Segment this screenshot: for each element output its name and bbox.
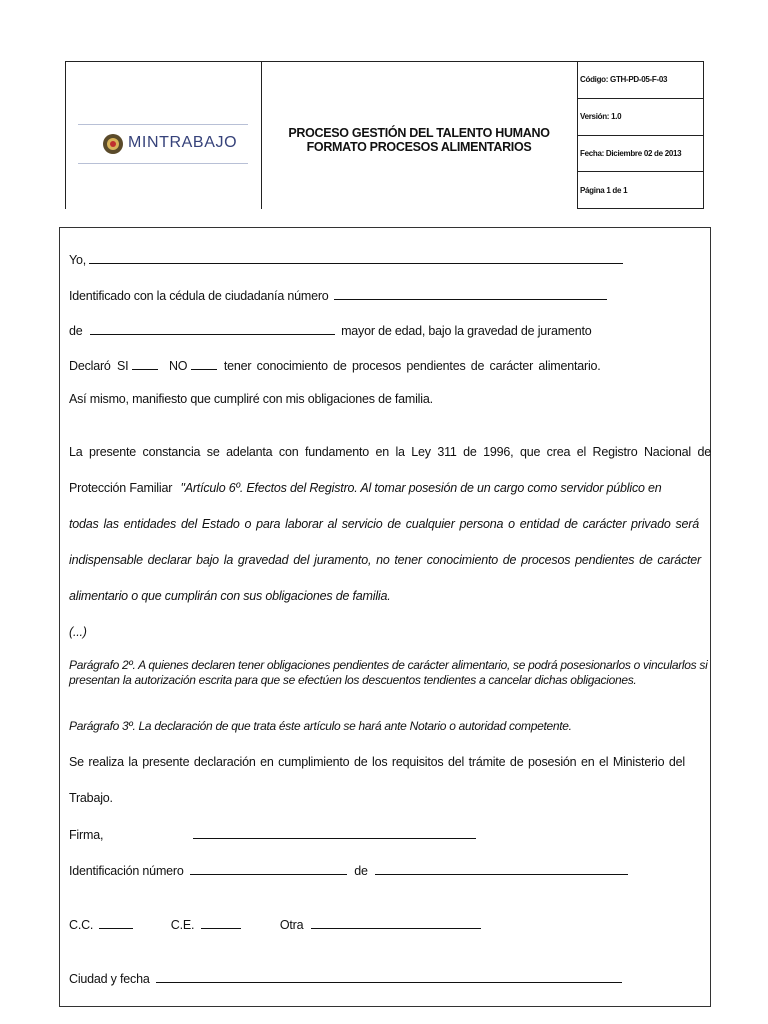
paragrafo-2: Parágrafo 2º. A quienes declaren tener obligaciones pendientes de carácter alimentario, se podrá posesionarlos o vincularlos si presentan la autorización escrita para que se efectúen los descuentos tendientes a cancelar dichas obligaciones. (69, 658, 708, 687)
realiza-line-1: Se realiza la presente declaración en cumplimiento de los requisitos del trámite de posesión en el Ministerio del (69, 755, 685, 769)
metadata-cell (577, 62, 704, 209)
identificacion-line: Identificación número de (69, 862, 628, 878)
logo-text: MINTRABAJO (128, 134, 238, 151)
realiza-line-2: Trabajo. (69, 791, 113, 805)
codigo: Código: GTH-PD-05-F-03 (577, 62, 704, 99)
cc-field[interactable] (99, 916, 133, 929)
ce-field[interactable] (201, 916, 241, 929)
ellipsis: (...) (69, 625, 87, 639)
de-line: de mayor de edad, bajo la gravedad de juramento (69, 324, 592, 338)
declaro-line: Declaró SI NO tener conocimiento de procesos pendientes de carácter alimentario. (69, 359, 601, 373)
document-title: PROCESO GESTIÓN DEL TALENTO HUMANO FORMATO PROCESOS ALIMENTARIOS (288, 126, 550, 154)
version: Versión: 1.0 (577, 99, 704, 136)
ciudad-fecha-line: Ciudad y fecha (69, 970, 622, 986)
form-box (59, 227, 711, 1007)
paragraph-line-1: La presente constancia se adelanta con fundamento en la Ley 311 de 1996, que crea el Registro Nacional de (69, 445, 711, 459)
firma-field[interactable] (193, 826, 476, 839)
pagina: Página 1 de 1 (577, 172, 704, 209)
paragraph-line-3: todas las entidades del Estado o para laborar al servicio de cualquier persona o entidad de carácter privado será (69, 517, 699, 531)
paragrafo-3: Parágrafo 3º. La declaración de que trata éste artículo se hará ante Notario o autoridad competente. (69, 719, 572, 733)
firma-line: Firma, (69, 826, 476, 842)
no-field[interactable] (191, 357, 217, 370)
si-field[interactable] (132, 357, 158, 370)
name-field[interactable] (89, 251, 623, 264)
identificacion-place-field[interactable] (375, 862, 628, 875)
paragraph-line-2: Protección Familiar "Artículo 6º. Efectos del Registro. Al tomar posesión de un cargo como servidor público en (69, 481, 662, 495)
fecha: Fecha: Diciembre 02 de 2013 (577, 136, 704, 173)
coat-of-arms-icon (103, 134, 123, 154)
identificacion-field[interactable] (190, 862, 347, 875)
document-type-line: C.C. C.E. Otra (69, 916, 481, 932)
cedula-field[interactable] (334, 287, 607, 300)
document-header (65, 61, 704, 209)
cedula-line: Identificado con la cédula de ciudadanía número (69, 287, 607, 303)
paragraph-line-4: indispensable declarar bajo la gravedad del juramento, no tener conocimiento de procesos pendientes de carácter (69, 553, 701, 567)
otra-field[interactable] (311, 916, 481, 929)
ciudad-fecha-field[interactable] (156, 970, 622, 983)
mintrabajo-logo (78, 124, 248, 164)
asimismo-line: Así mismo, manifiesto que cumpliré con mis obligaciones de familia. (69, 392, 433, 406)
yo-line: Yo, (69, 251, 623, 267)
title-cell (261, 62, 578, 209)
expedition-place-field[interactable] (90, 322, 335, 335)
paragraph-line-5: alimentario o que cumplirán con sus obligaciones de familia. (69, 589, 391, 603)
logo-cell (66, 62, 262, 209)
